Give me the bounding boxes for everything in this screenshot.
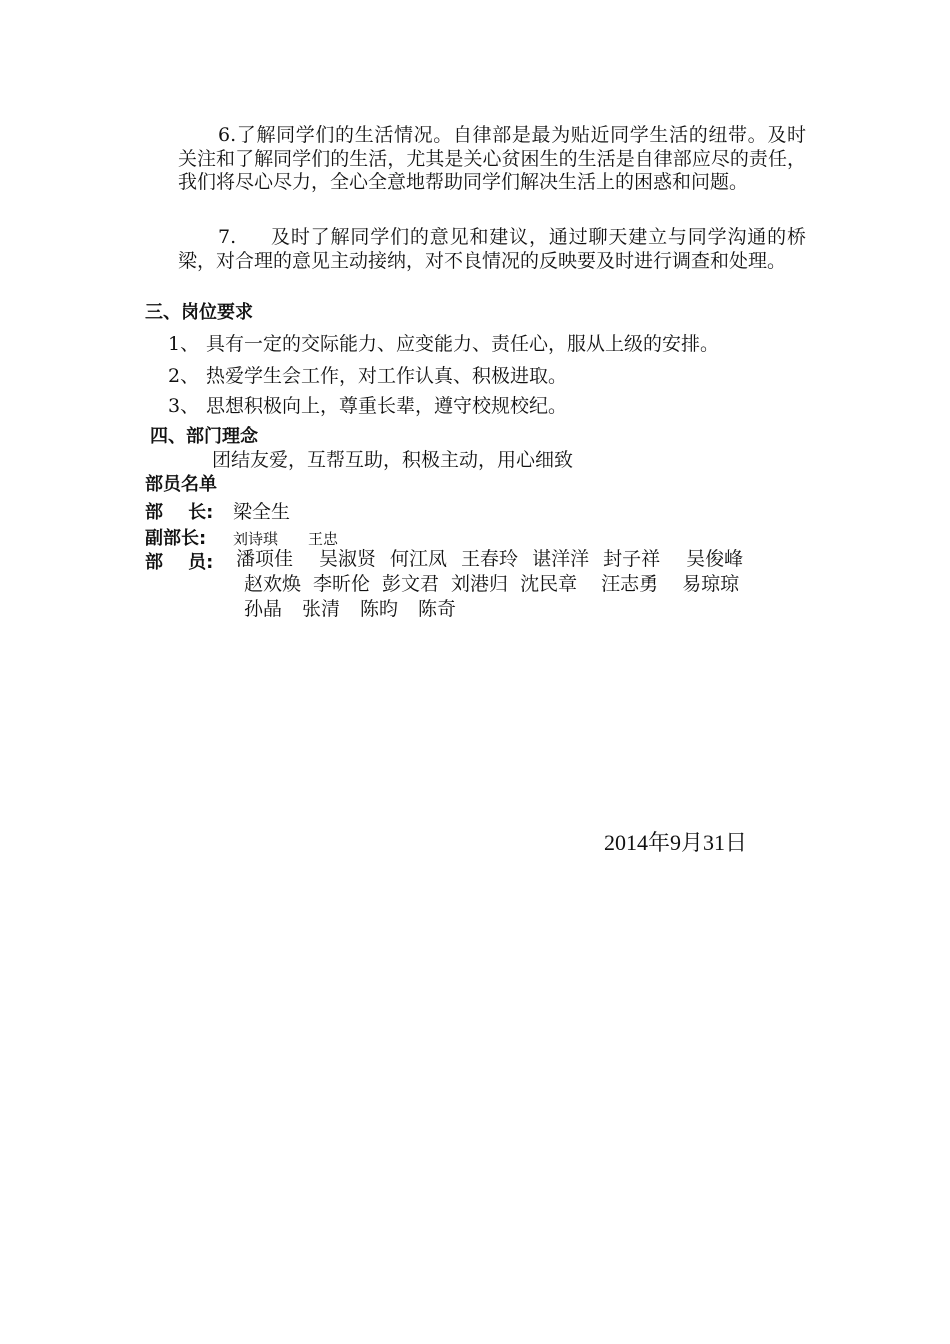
requirement-number: 2、 — [168, 365, 200, 387]
members-label-row — [145, 548, 213, 574]
document-date: 2014年9月31日 — [604, 830, 748, 855]
member-name: 李昕伦 — [313, 573, 371, 595]
duty-item-6 — [178, 124, 806, 195]
member-line — [236, 597, 811, 622]
deputy-head-name: 刘诗琪 — [233, 530, 279, 548]
member-name: 潘项佳 — [236, 548, 294, 570]
department-head-row — [145, 497, 290, 524]
duty-item-7 — [178, 226, 806, 273]
duty-item-6-number: 6. — [218, 124, 237, 146]
member-name: 王春玲 — [461, 548, 519, 570]
member-name: 赵欢焕 — [244, 573, 302, 595]
requirement-text: 热爱学生会工作，对工作认真、积极进取。 — [206, 365, 568, 387]
member-name: 吴淑贤 — [319, 548, 377, 570]
section-heading-philosophy: 四、部门理念 — [150, 426, 258, 447]
requirement-item — [168, 394, 567, 418]
member-name: 陈奇 — [418, 598, 457, 620]
requirement-text: 具有一定的交际能力、应变能力、责任心，服从上级的安排。 — [206, 333, 720, 355]
duty-item-7-text: 及时了解同学们的意见和建议，通过聊天建立与同学沟通的桥梁，对合理的意见主动接纳，对不良情况的反映要及时进行调查和处理。 — [178, 226, 806, 272]
requirement-number: 1、 — [168, 333, 200, 355]
deputy-head-label: 副部长: — [145, 528, 207, 549]
deputy-head-name: 王忠 — [308, 530, 339, 548]
requirement-item — [168, 364, 567, 388]
duty-item-6-text: 了解同学们的生活情况。自律部是最为贴近同学生活的纽带。及时关注和了解同学们的生活，尤其是关心贫困生的生活是自律部应尽的责任，我们将尽心尽力，全心全意地帮助同学们解决生活上的困惑和问题。 — [178, 124, 806, 193]
department-head-label: 部 长: — [145, 502, 214, 523]
member-name: 吴俊峰 — [686, 548, 744, 570]
member-line — [236, 547, 811, 572]
requirement-item — [168, 332, 719, 356]
member-name: 陈昀 — [360, 598, 399, 620]
member-name: 孙晶 — [244, 598, 283, 620]
members-label: 部 员: — [145, 552, 214, 573]
member-line — [236, 572, 811, 597]
member-name: 何江凤 — [390, 548, 448, 570]
department-motto: 团结友爱，互帮互助，积极主动，用心细致 — [212, 449, 574, 471]
member-name: 汪志勇 — [601, 573, 659, 595]
member-name: 易琼琼 — [682, 573, 740, 595]
member-name: 彭文君 — [382, 573, 440, 595]
member-name: 沈民章 — [520, 573, 578, 595]
member-name: 张清 — [302, 598, 341, 620]
member-name: 封子祥 — [603, 548, 661, 570]
section-heading-requirements: 三、岗位要求 — [145, 302, 253, 323]
member-list — [236, 547, 811, 622]
member-name: 刘港归 — [451, 573, 509, 595]
requirement-text: 思想积极向上，尊重长辈，遵守校规校纪。 — [206, 395, 568, 417]
department-head-name: 梁全生 — [233, 501, 291, 523]
duty-item-7-number: 7. — [218, 226, 237, 248]
requirement-number: 3、 — [168, 395, 200, 417]
member-name: 谌洋洋 — [532, 548, 590, 570]
roster-title: 部员名单 — [145, 474, 217, 495]
